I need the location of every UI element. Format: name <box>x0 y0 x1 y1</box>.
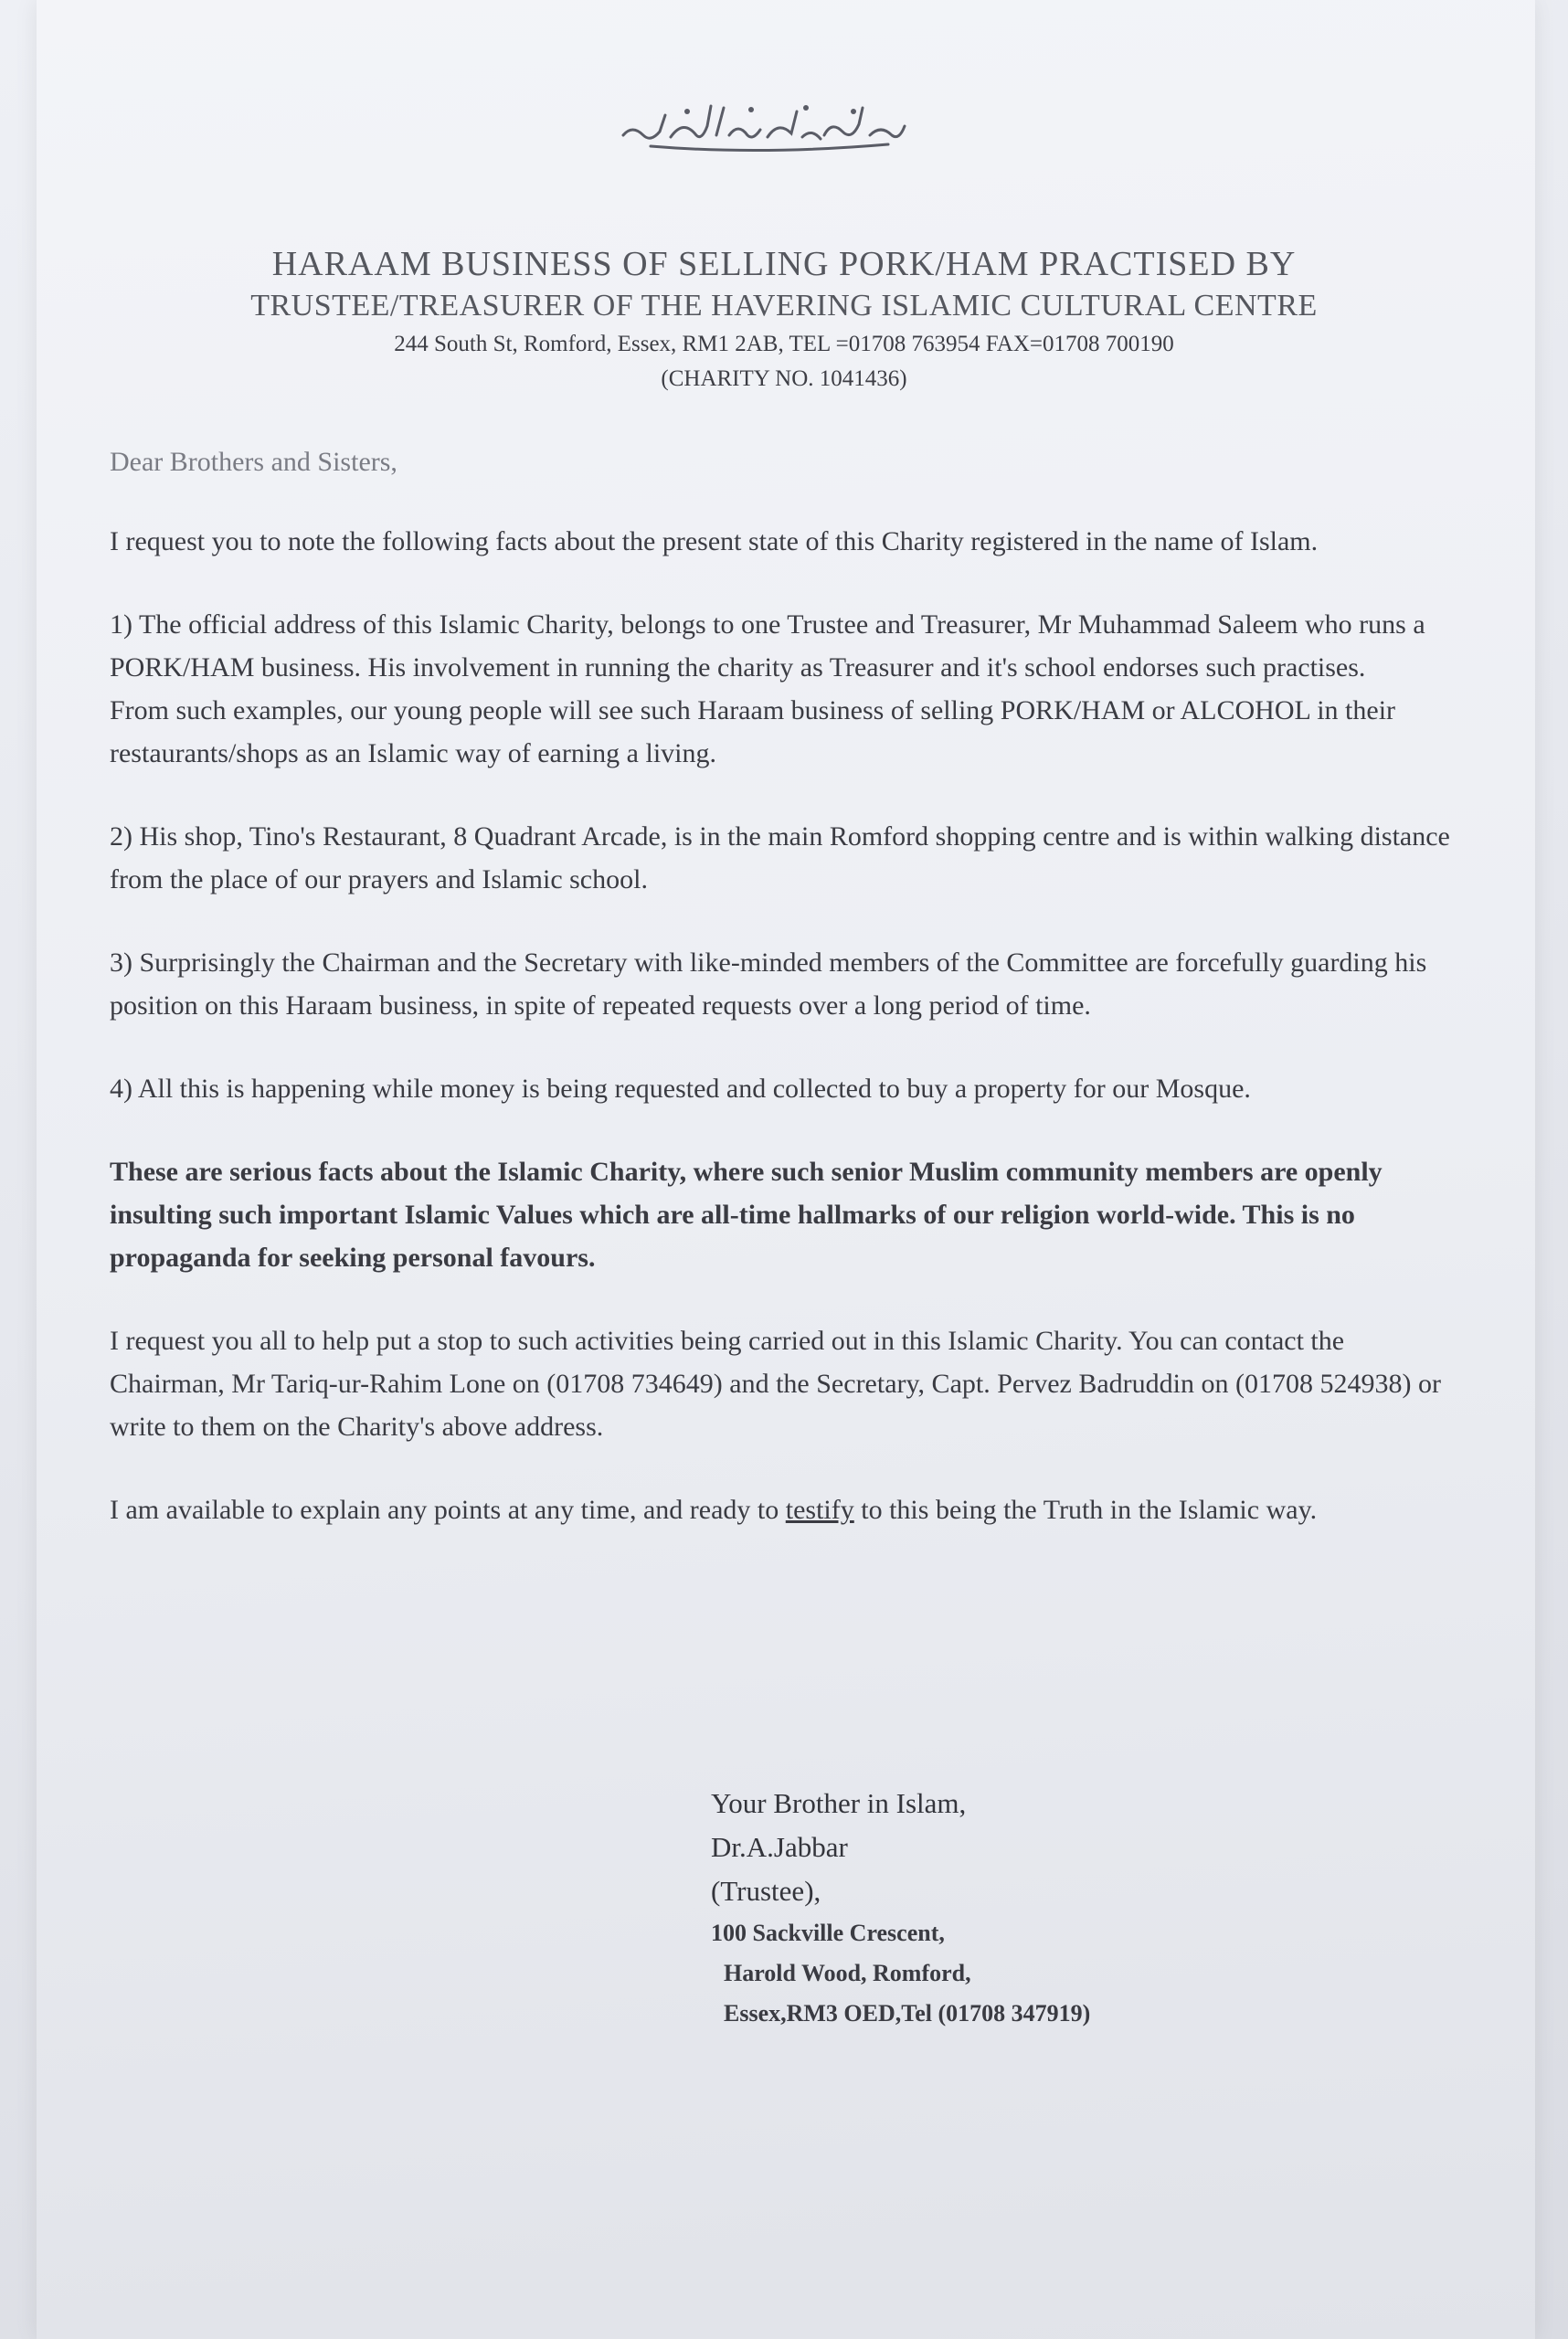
signer-name: Dr.A.Jabbar <box>711 1831 848 1863</box>
address-line: 244 South St, Romford, Essex, RM1 2AB, TEL =01708 763954 FAX=01708 700190 <box>394 332 1174 356</box>
point-3: 3) Surprisingly the Chairman and the Secretary with like-minded members of the Committee are forcefully guarding his position on this Haraam business, in spite of repeated requests over a long period of time. <box>110 947 1427 1021</box>
point-1-continued: From such examples, our young people will see such Haraam business of selling PORK/HAM or ALCOHOL in their restaurants/shops as an Islamic way of earning a living. <box>110 695 1396 768</box>
signature-block <box>711 1782 1460 2034</box>
signer-address-1: 100 Sackville Crescent, <box>711 1920 945 1946</box>
closing-paragraph <box>110 1488 1453 1531</box>
testify-underlined: testify <box>785 1495 854 1525</box>
request-paragraph: I request you all to help put a stop to such activities being carried out in this Islamic Charity. You can contact the Chairman, Mr Tariq-ur-Rahim Lone on (01708 734649) and the Secretary, Capt. Pervez Badruddin on (01708 524938) or write to them on the Charity's above address. <box>110 1326 1441 1442</box>
letter-header <box>0 242 1568 396</box>
serious-facts-paragraph: These are serious facts about the Islamic Charity, where such senior Muslim community members are openly insulting such important Islamic Values which are all-time hallmarks of our religion world-wide. This is no propaganda for seeking personal favours. <box>110 1157 1383 1273</box>
title-line-2: TRUSTEE/TREASURER OF THE HAVERING ISLAMIC CULTURAL CENTRE <box>250 289 1318 323</box>
intro-paragraph: I request you to note the following facts about the present state of this Charity registered in the name of Islam. <box>110 526 1319 556</box>
bismillah-calligraphy <box>614 91 925 155</box>
point-2: 2) His shop, Tino's Restaurant, 8 Quadrant Arcade, is in the main Romford shopping centre and is within walking distance from the place of our prayers and Islamic school. <box>110 821 1450 894</box>
signer-role: (Trustee), <box>711 1875 821 1907</box>
closing-text-end: to this being the Truth in the Islamic way. <box>853 1495 1318 1525</box>
point-1-text: 1) The official address of this Islamic Charity, belongs to one Trustee and Treasurer, Mr Muhammad Saleem who runs a PORK/HAM business. His involvement in running the charity as Treasurer and it's school endorses such practises. <box>110 609 1425 683</box>
charity-number: (CHARITY NO. 1041436) <box>661 366 907 391</box>
letter-body <box>110 440 1453 1572</box>
sign-off: Your Brother in Islam, <box>711 1787 967 1819</box>
point-1 <box>110 603 1453 775</box>
title-line-1: HARAAM BUSINESS OF SELLING PORK/HAM PRACTISED BY <box>271 245 1297 283</box>
closing-text-start: I am available to explain any points at any time, and ready to <box>110 1495 786 1525</box>
point-4: 4) All this is happening while money is being requested and collected to buy a property for our Mosque. <box>110 1074 1251 1104</box>
signer-address-2: Harold Wood, Romford, <box>724 1960 971 1986</box>
signer-address-3: Essex,RM3 OED,Tel (01708 347919) <box>724 2000 1091 2027</box>
salutation: Dear Brothers and Sisters, <box>110 447 397 477</box>
